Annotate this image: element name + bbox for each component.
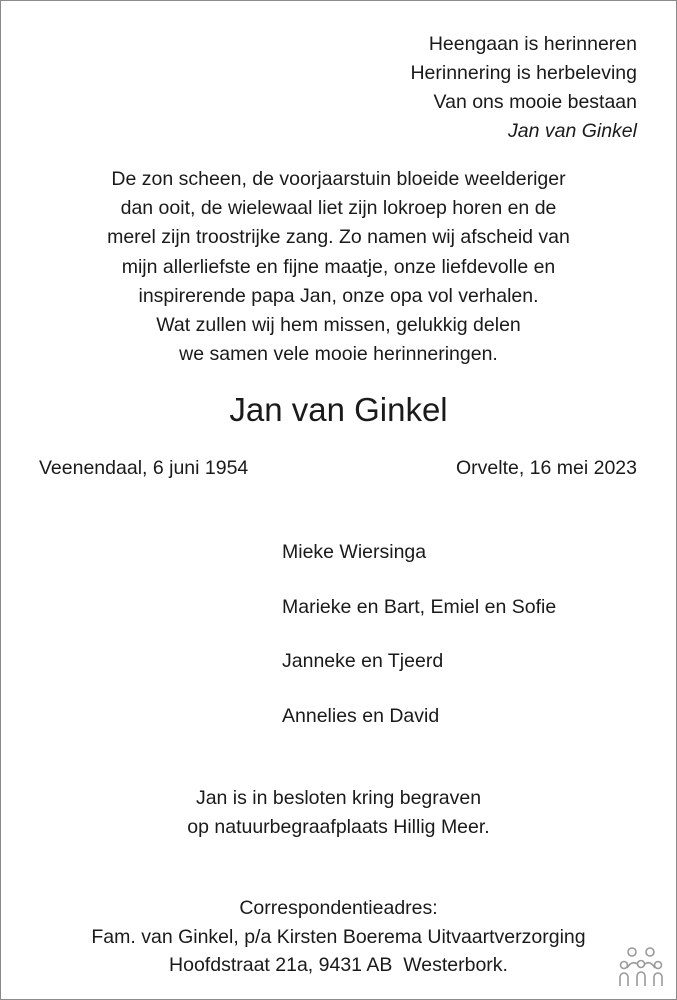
- correspondence-line: Hoofdstraat 21a, 9431 AB Westerbork.: [169, 954, 508, 976]
- correspondence-heading: Correspondentieadres:: [239, 897, 438, 919]
- memorial-text: [0, 165, 677, 369]
- burial-note-line: op natuurbegraafplaats Hillig Meer.: [187, 815, 490, 838]
- memorial-text-line: inspirerende papa Jan, onze opa vol verhalen.: [138, 284, 539, 307]
- memorial-text-line: merel zijn troostrijke zang. Zo namen wij afscheid van: [107, 226, 570, 249]
- memorial-text-line: De zon scheen, de voorjaarstuin bloeide weelderiger: [111, 168, 566, 190]
- death-place-date: Orvelte, 16 mei 2023: [455, 457, 637, 479]
- memorial-text-line: we samen vele mooie herinneringen.: [179, 343, 498, 366]
- memorial-text-line: dan ooit, de wielewaal liet zijn lokroep horen en de: [120, 197, 557, 220]
- burial-note-line: Jan is in besloten kring begraven: [195, 787, 482, 809]
- birth-place-date: Veenendaal, 6 juni 1954: [39, 457, 249, 479]
- burial-note: [0, 784, 677, 841]
- correspondence-address: [0, 894, 677, 980]
- family-member: Janneke en Tjeerd: [282, 650, 444, 672]
- family-list: [282, 538, 556, 756]
- family-member: Annelies en David: [282, 704, 440, 727]
- deceased-name: Jan van Ginkel: [229, 391, 448, 428]
- poem-line: Herinnering is herbeleving: [410, 62, 637, 84]
- memorial-text-line: mijn allerliefste en fijne maatje, onze liefdevolle en: [121, 255, 556, 278]
- memorial-text-line: Wat zullen wij hem missen, gelukkig delen: [156, 314, 521, 337]
- family-member: Mieke Wiersinga: [282, 541, 427, 563]
- poem: [410, 30, 637, 146]
- poem-author: Jan van Ginkel: [508, 120, 637, 142]
- poem-line: Van ons mooie bestaan: [433, 91, 637, 113]
- family-member: Marieke en Bart, Emiel en Sofie: [282, 595, 557, 618]
- family-figures-icon: [618, 946, 664, 988]
- correspondence-line: Fam. van Ginkel, p/a Kirsten Boerema Uitvaartverzorging: [91, 925, 586, 948]
- poem-line: Heengaan is herinneren: [428, 33, 637, 55]
